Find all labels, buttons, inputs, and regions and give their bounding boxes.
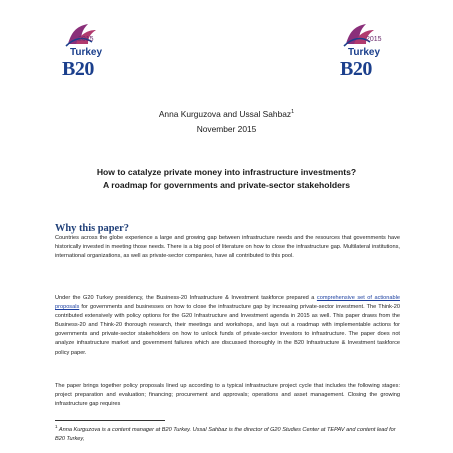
authors-names: Anna Kurguzova and Ussal Sahbaz <box>158 109 292 119</box>
paper-title <box>0 166 453 192</box>
logo-mark: B20 <box>62 58 94 80</box>
body-paragraph-2 <box>55 294 400 358</box>
paper-title-line-2: A roadmap for governments and private-sector stakeholders <box>102 180 351 190</box>
footnote-marker: 1 <box>55 424 58 429</box>
paper-title-line-1: How to catalyze private money into infrastructure investments? <box>96 167 357 177</box>
section-heading: Why this paper? <box>55 223 129 234</box>
logo-mark: B20 <box>340 58 372 80</box>
body-paragraph-3: The paper brings together policy proposals lined up according to a typical infrastructure project cycle that includes the following stages: project preparation and evaluation; financing; procurement and approvals; operations and asset management. Closing the growing infrastructure gap requires <box>55 383 400 408</box>
logo-country: Turkey <box>70 47 103 58</box>
b20-turkey-logo-right <box>326 22 384 92</box>
logo-country: Turkey <box>348 47 381 58</box>
body-paragraph-1: Countries across the globe experience a large and growing gap between infrastructure needs and the resources that governments have historically invested in meeting those needs. There is a big pool of literature on how to close the infrastructure gap. Multilateral institutions, international organizations, as well as private-sector companies, have all contributed to this pool. <box>55 235 400 260</box>
logo-year: 2015 <box>78 36 94 43</box>
footnote-divider <box>55 420 165 421</box>
paragraph-2-text-end: for governments and businesses on how to close the infrastructure gap by increasing private-sector investment. The Think-20 contributed extensively with policy options for the G20 Infrastructure and Investment agenda in 2015 as well. This paper draws from the Business-20 and Think-20 thorough research, their meetings and workshops, and lays out a roadmap with implementable actions for governments and private-sector stakeholders on how to unlock funds of private-sector investors to infrastructure. The paper does not analyze infrastructure market and government failures which are discussed thoroughly in the B20 Infrastructure & Investment taskforce policy paper. <box>55 304 400 356</box>
proposals-link[interactable]: comprehensive set of actionable proposals <box>55 295 400 311</box>
publication-date: November 2015 <box>196 124 257 134</box>
footnote <box>55 422 400 444</box>
authors-footnote-marker: 1 <box>291 109 295 116</box>
footnote-text: Anna Kurguzova is a content manager at B20 Turkey. Ussal Sahbaz is the director of G20 Studies Center at TEPAV and content lead for B20 Turkey, <box>55 426 396 442</box>
authors-line <box>0 109 453 119</box>
paragraph-2-text-start: Under the G20 Turkey presidency, the Business-20 Infrastructure & Investment taskforce prepared a <box>55 295 317 301</box>
b20-turkey-logo-left <box>58 22 116 92</box>
logo-year: 2015 <box>366 36 382 43</box>
